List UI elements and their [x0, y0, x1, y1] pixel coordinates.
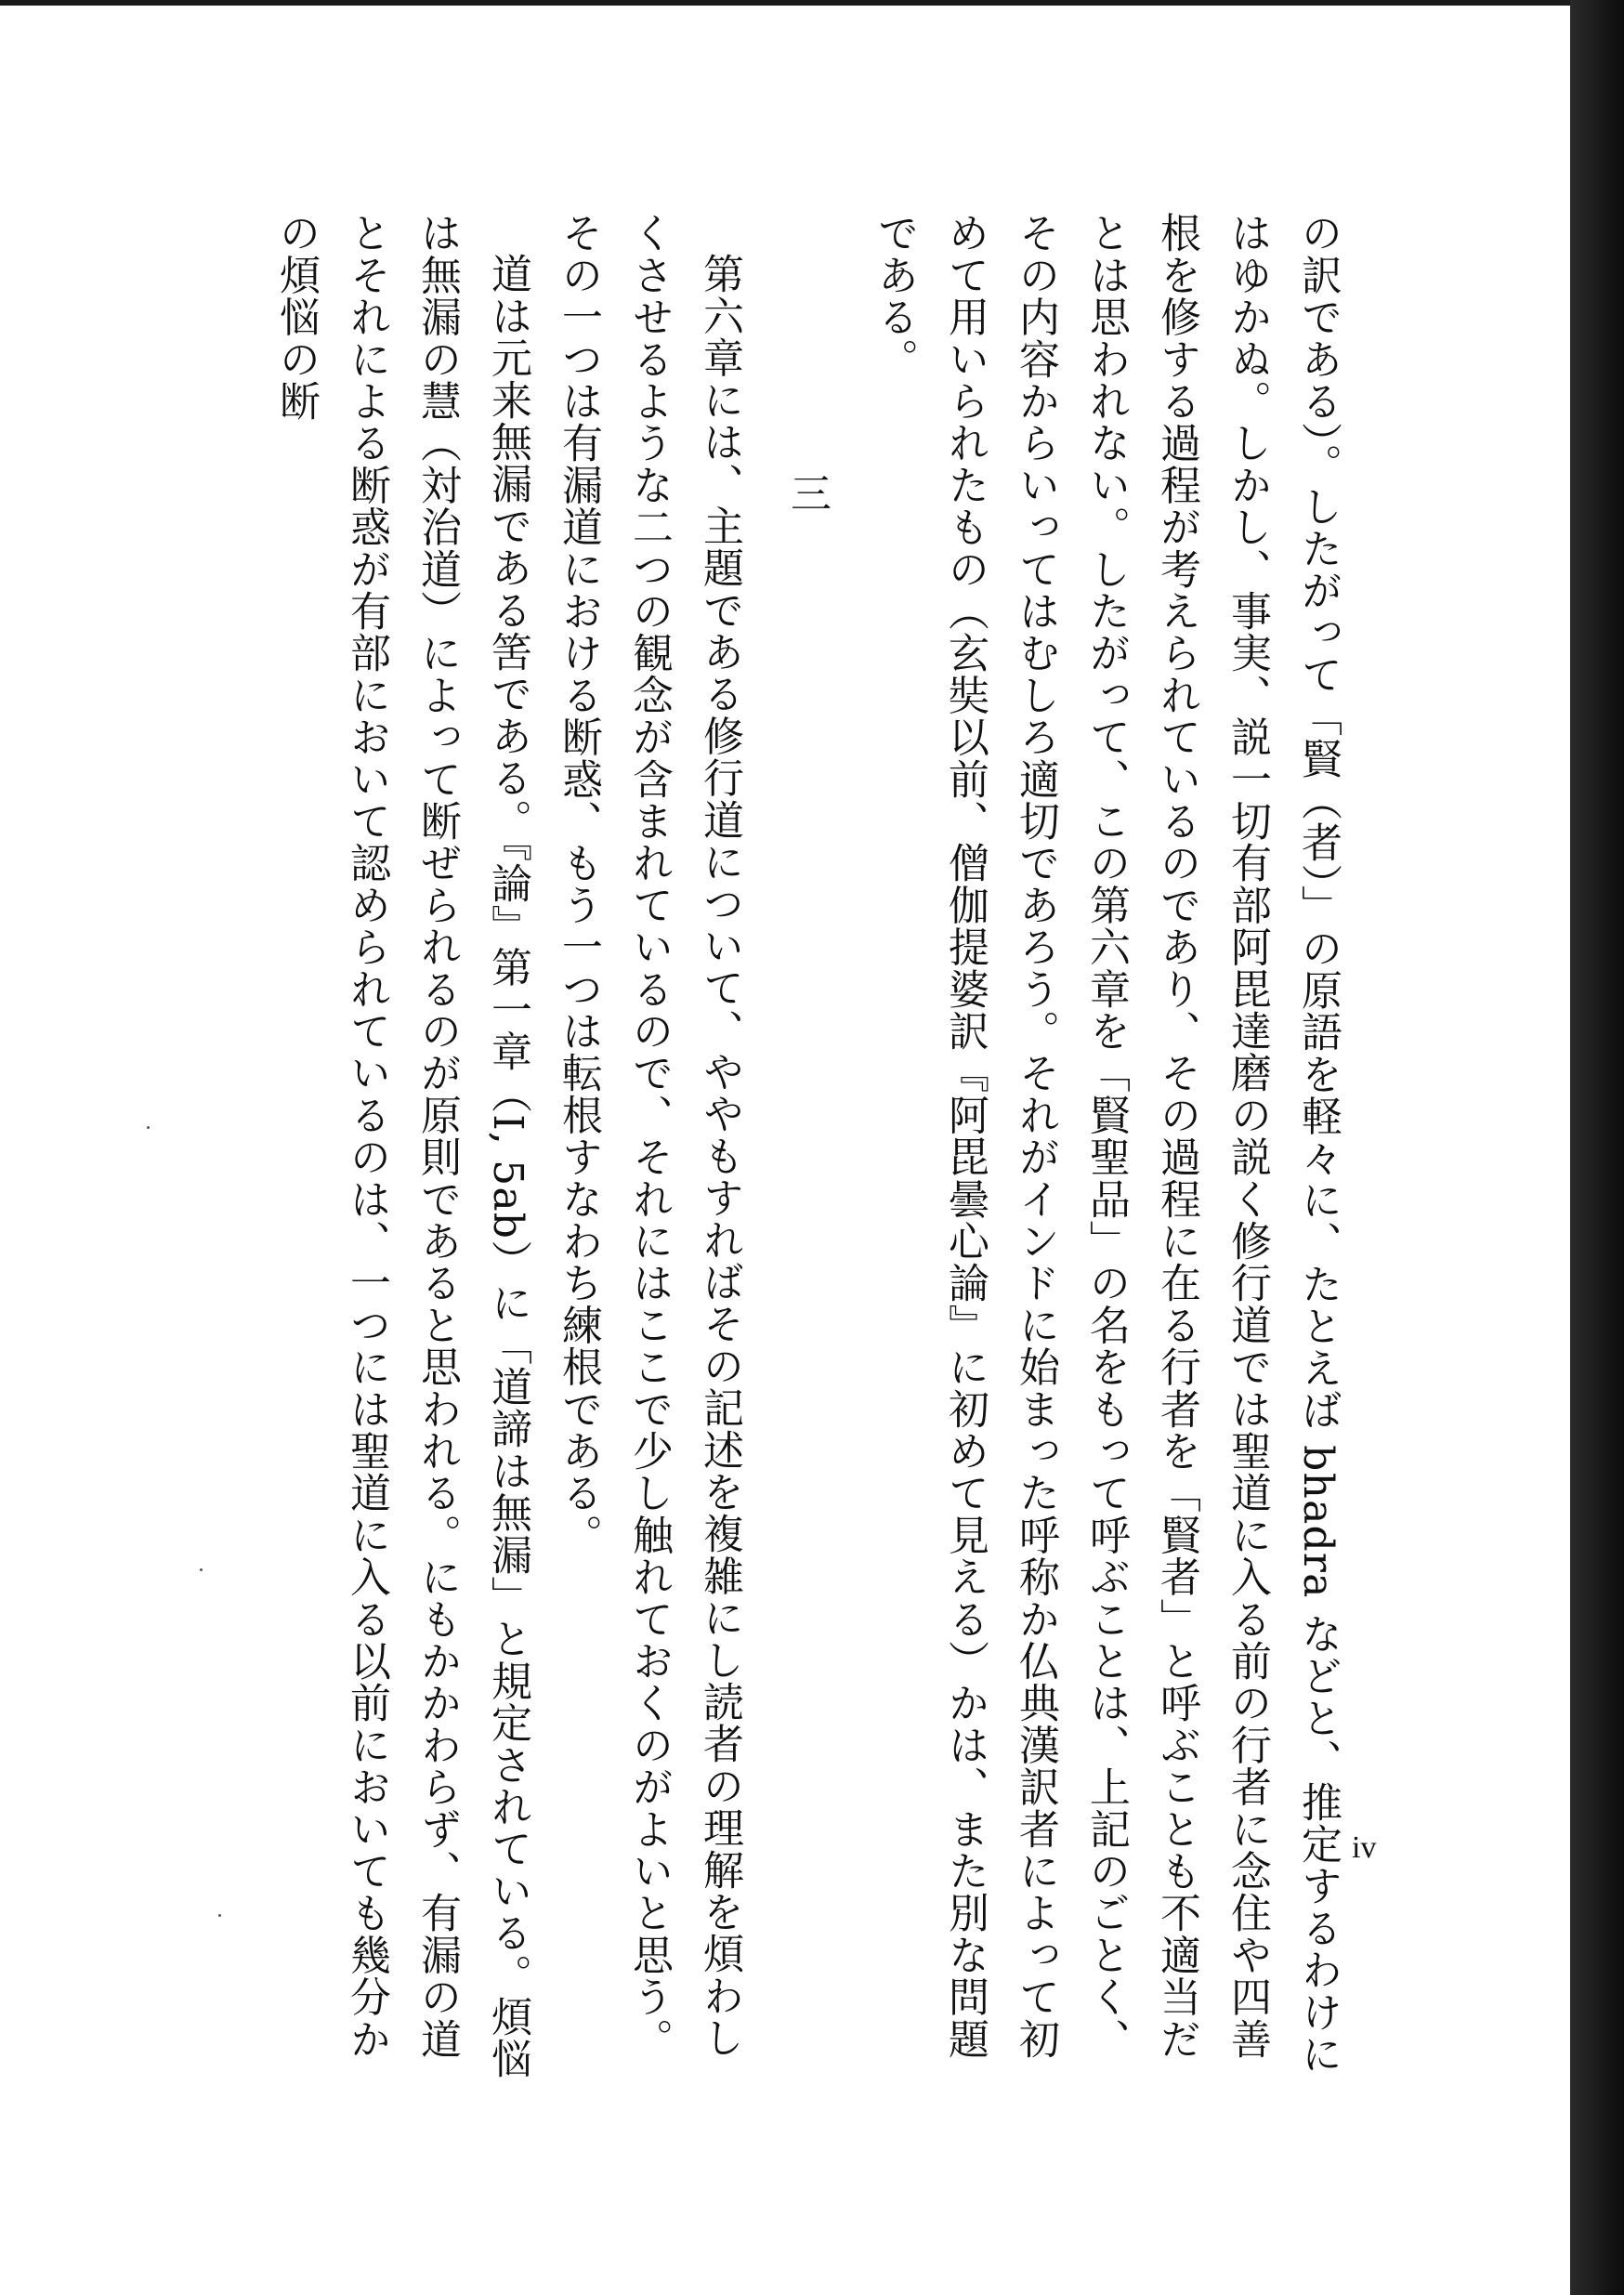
- paragraph-chapter-six: 第六章には、主題である修行道について、ややもすればその記述を複雑にし読者の理解を煩わしくさせるような二つの観念が含まれているので、それにはここで少し触れておくのがよいと思う。その一つは有漏道における断惑、もう一つは転根すなわち練根である。: [555, 212, 743, 2060]
- scan-binding-edge: [1570, 0, 1624, 2295]
- paragraph-path-doctrine: 道は元来無漏である筈である。『論』第一章（I, 5ab）に「道諦は無漏」と規定されている。煩悩は無漏の慧（対治道）によって断ぜられるのが原則であると思われる。にもかかわらず、有漏の道とそれによる断惑が有部において認められているのは、一つには聖道に入る以前においても幾分かの煩悩の断: [272, 212, 531, 2080]
- paragraph-continuation: の訳である）。したがって「賢（者）」の原語を軽々に、たとえば bhadra などと、推定するわけにはゆかぬ。しかし、事実、説一切有部阿毘達磨の説く修行道では聖道に入る前の行者に念住や四善根を修する過程が考えられているのであり、その過程に在る行者を「賢者」と呼ぶことも不適当だとは思われない。したがって、この第六章を「賢聖品」の名をもって呼ぶことは、上記のごとく、その内容からいってはむしろ適切であろう。それがインドに始まった呼称か仏典漢訳者によって初めて用いられたもの（玄奘以前、僧伽提婆訳『阿毘曇心論』に初めて見える）かは、また別な問題である。: [871, 212, 1342, 2075]
- scan-dust-speck: [147, 1126, 150, 1129]
- scan-dust-speck: [218, 1914, 221, 1917]
- vertical-text-body: [210, 212, 1353, 2089]
- scan-dust-speck: [200, 1568, 203, 1571]
- scan-edge-top: [0, 0, 1579, 6]
- page-number: iv: [1352, 1830, 1377, 1865]
- section-heading: 三: [783, 472, 831, 515]
